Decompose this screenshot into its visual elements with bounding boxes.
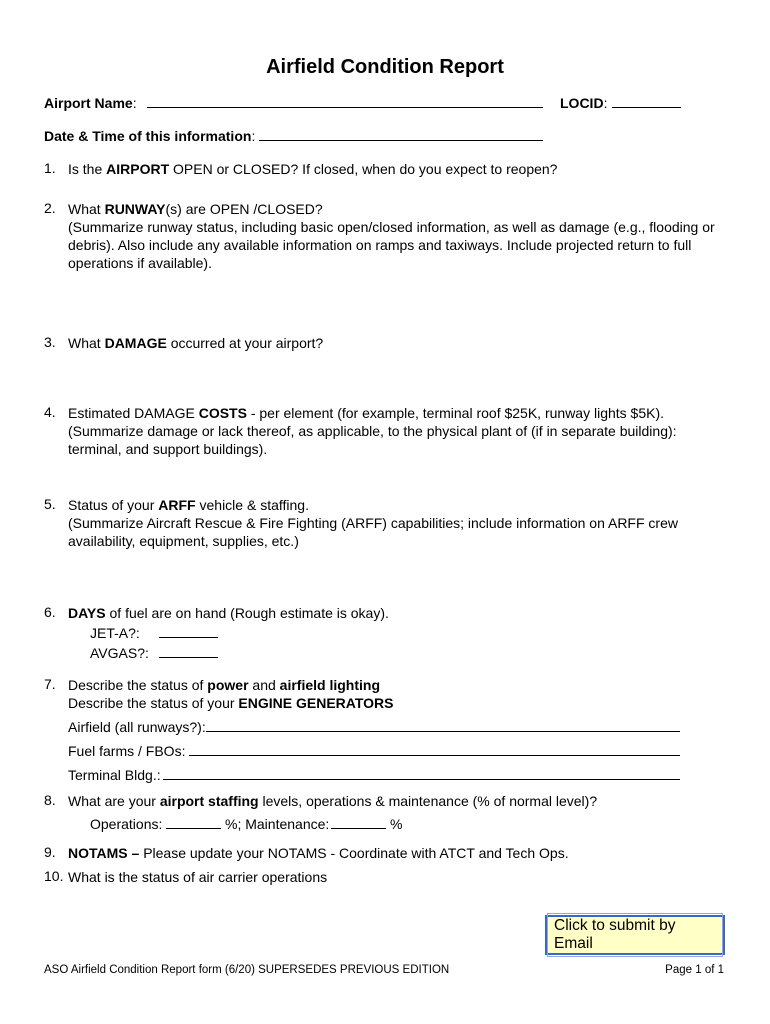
airfield-runways-label: Airfield (all runways?): bbox=[68, 719, 206, 735]
maintenance-label: %; Maintenance: bbox=[225, 816, 330, 832]
q6-number: 6. bbox=[44, 604, 56, 620]
q1-number: 1. bbox=[44, 160, 56, 176]
q2-text: What RUNWAY(s) are OPEN /CLOSED? (Summarize runway status, including basic open/closed information, as well as damage (e.g., flooding or debris). Also include any available information on ramps and taxiways. Include projected return to full operations if available). bbox=[68, 201, 715, 271]
q5-number: 5. bbox=[44, 496, 56, 512]
q1-text: Is the AIRPORT OPEN or CLOSED? If closed, when do you expect to reopen? bbox=[68, 161, 558, 177]
date-time-field[interactable] bbox=[259, 128, 543, 141]
q8-text: What are your airport staffing levels, operations & maintenance (% of normal level)? bbox=[68, 793, 598, 809]
q9-number: 9. bbox=[44, 844, 56, 860]
submit-by-email-button[interactable] bbox=[545, 915, 725, 955]
jet-a-label: JET-A?: bbox=[90, 625, 140, 641]
q4-text: Estimated DAMAGE COSTS - per element (for example, terminal roof $25K, runway lights $5K). (Summarize damage or lack thereof, as applicable, to the physical plant of (if in separate building): terminal, and support buildings). bbox=[68, 405, 677, 457]
q4-number: 4. bbox=[44, 404, 56, 420]
locid-field[interactable] bbox=[612, 95, 681, 108]
operations-label: Operations: bbox=[90, 816, 163, 832]
date-time-row: Date & Time of this information: bbox=[44, 128, 256, 144]
terminal-bldg-field[interactable] bbox=[163, 767, 680, 780]
avgas-field[interactable] bbox=[159, 645, 218, 658]
footer-page-number: Page 1 of 1 bbox=[665, 964, 724, 976]
maintenance-field[interactable] bbox=[331, 816, 386, 829]
q3-text: What DAMAGE occurred at your airport? bbox=[68, 335, 324, 351]
q7-text: Describe the status of power and airfield lighting Describe the status of your ENGINE GENERATORS bbox=[68, 677, 394, 711]
operations-field[interactable] bbox=[166, 816, 221, 829]
terminal-bldg-label: Terminal Bldg.: bbox=[68, 767, 161, 783]
q5-text: Status of your ARFF vehicle & staffing. (Summarize Aircraft Rescue & Fire Fighting (ARFF) capabilities; include information on ARFF crew availability, equipment, supplies, etc.) bbox=[68, 497, 678, 549]
q10-text: What is the status of air carrier operations bbox=[68, 869, 328, 885]
q7-number: 7. bbox=[44, 676, 56, 692]
q8-number: 8. bbox=[44, 792, 56, 808]
q10-number: 10. bbox=[44, 868, 64, 884]
airfield-runways-field[interactable] bbox=[206, 719, 680, 732]
airport-name-label: Airport Name bbox=[44, 95, 133, 111]
q6-text: DAYS of fuel are on hand (Rough estimate is okay). bbox=[68, 605, 389, 621]
date-time-label: Date & Time of this information bbox=[44, 128, 252, 144]
maintenance-percent: % bbox=[390, 816, 403, 832]
page-title: Airfield Condition Report bbox=[266, 56, 504, 78]
locid-label: LOCID bbox=[560, 95, 604, 111]
submit-button-label: Click to submit by Email bbox=[547, 913, 723, 957]
q2-number: 2. bbox=[44, 200, 56, 216]
q9-text: NOTAMS – Please update your NOTAMS - Coordinate with ATCT and Tech Ops. bbox=[68, 845, 569, 861]
airport-name-row: Airport Name: bbox=[44, 95, 137, 111]
q3-number: 3. bbox=[44, 334, 56, 350]
footer-form-id: ASO Airfield Condition Report form (6/20) SUPERSEDES PREVIOUS EDITION bbox=[44, 964, 450, 976]
jet-a-field[interactable] bbox=[159, 625, 218, 638]
fuel-farms-field[interactable] bbox=[189, 743, 680, 756]
locid-row: LOCID: bbox=[560, 95, 608, 111]
airport-name-field[interactable] bbox=[147, 95, 543, 108]
avgas-label: AVGAS?: bbox=[90, 645, 149, 661]
fuel-farms-label: Fuel farms / FBOs: bbox=[68, 743, 186, 759]
